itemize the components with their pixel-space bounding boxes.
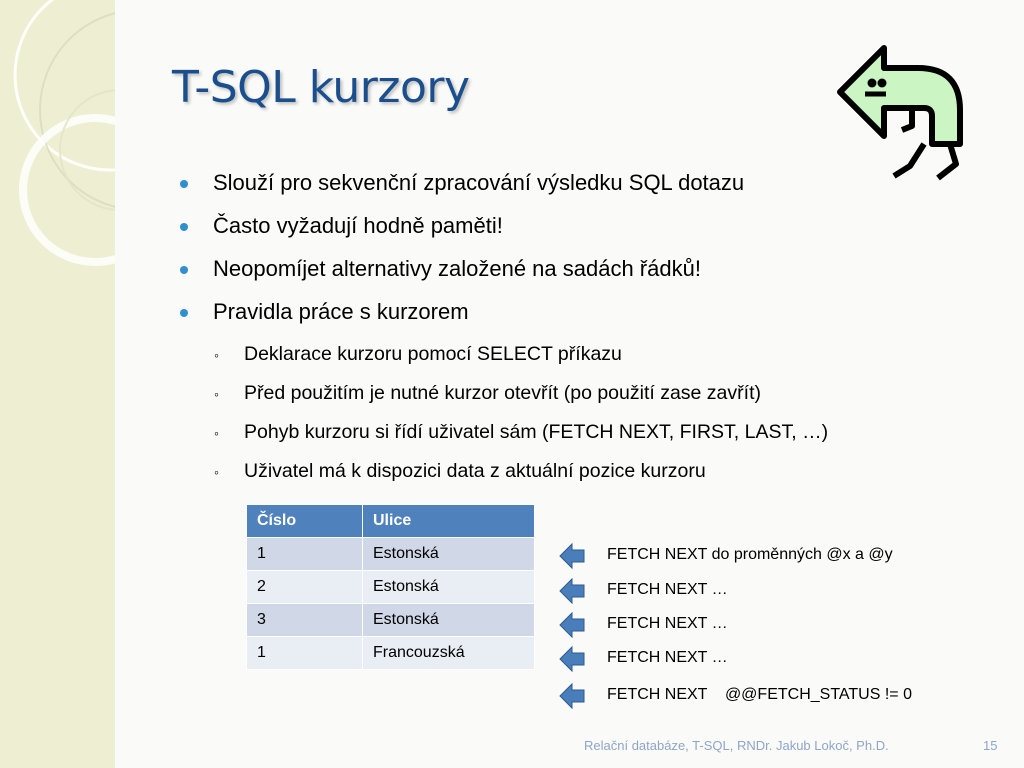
- list-item-text: Slouží pro sekvenční zpracování výsledku SQL dotazu: [213, 170, 745, 195]
- decorative-sidebar: [0, 0, 115, 768]
- list-item-text: Neopomíjet alternativy založené na sadách řádků!: [213, 256, 701, 281]
- bullet-icon: [180, 180, 188, 188]
- left-arrow-icon: [558, 577, 586, 605]
- decorative-circles: [0, 0, 115, 768]
- sub-bullet-icon: ◦: [214, 386, 219, 402]
- table-header-row: [247, 505, 535, 538]
- fetch-step-text: FETCH NEXT …: [607, 581, 728, 598]
- table-row: [247, 538, 535, 571]
- sub-bullet-icon: ◦: [214, 347, 219, 363]
- column-header-cislo: Číslo: [247, 505, 363, 538]
- fetch-step-text: FETCH NEXT …: [607, 649, 728, 666]
- slide-footer: Relační databáze, T-SQL, RNDr. Jakub Lokoč, Ph.D.: [584, 738, 889, 753]
- table-row: [247, 571, 535, 604]
- table-cell: Estonská: [363, 538, 535, 571]
- cursor-data-table: [246, 504, 535, 670]
- sub-list-item-text: Před použitím je nutné kurzor otevřít (po použití zase zavřít): [244, 382, 761, 404]
- list-item-text: Pravidla práce s kurzorem: [213, 299, 469, 324]
- left-arrow-icon: [558, 645, 586, 673]
- fetch-step-text: FETCH NEXT …: [607, 615, 728, 632]
- sub-list-item-text: Uživatel má k dispozici data z aktuální pozice kurzoru: [244, 460, 706, 482]
- bullet-icon: [180, 223, 188, 231]
- sub-list-item-text: Pohyb kurzoru si řídí uživatel sám (FETCH NEXT, FIRST, LAST, …): [244, 421, 829, 443]
- left-arrow-icon: [558, 611, 586, 639]
- sub-bullet-icon: ◦: [214, 425, 219, 441]
- table-cell: 1: [247, 538, 363, 571]
- slide-title: T-SQL kurzory: [172, 62, 470, 113]
- left-arrow-icon: [558, 682, 586, 710]
- fetch-step-text: FETCH NEXT @@FETCH_STATUS != 0: [607, 686, 912, 703]
- table-cell: 3: [247, 604, 363, 637]
- table-row: [247, 604, 535, 637]
- bullet-icon: [180, 266, 188, 274]
- sub-list-item-text: Deklarace kurzoru pomocí SELECT příkazu: [244, 343, 622, 365]
- column-header-ulice: Ulice: [363, 505, 535, 538]
- table-cell: Estonská: [363, 604, 535, 637]
- left-arrow-icon: [558, 542, 586, 570]
- table-row: [247, 637, 535, 670]
- table-cell: 2: [247, 571, 363, 604]
- bullet-icon: [180, 309, 188, 317]
- back-arrow-figure-icon[interactable]: [832, 38, 978, 188]
- page-number: 15: [983, 738, 998, 753]
- sub-bullet-icon: ◦: [214, 464, 219, 480]
- list-item-text: Často vyžadují hodně paměti!: [213, 213, 503, 238]
- table-cell: Estonská: [363, 571, 535, 604]
- table-cell: 1: [247, 637, 363, 670]
- fetch-step-text: FETCH NEXT do proměnných @x a @y: [607, 546, 893, 563]
- table-cell: Francouzská: [363, 637, 535, 670]
